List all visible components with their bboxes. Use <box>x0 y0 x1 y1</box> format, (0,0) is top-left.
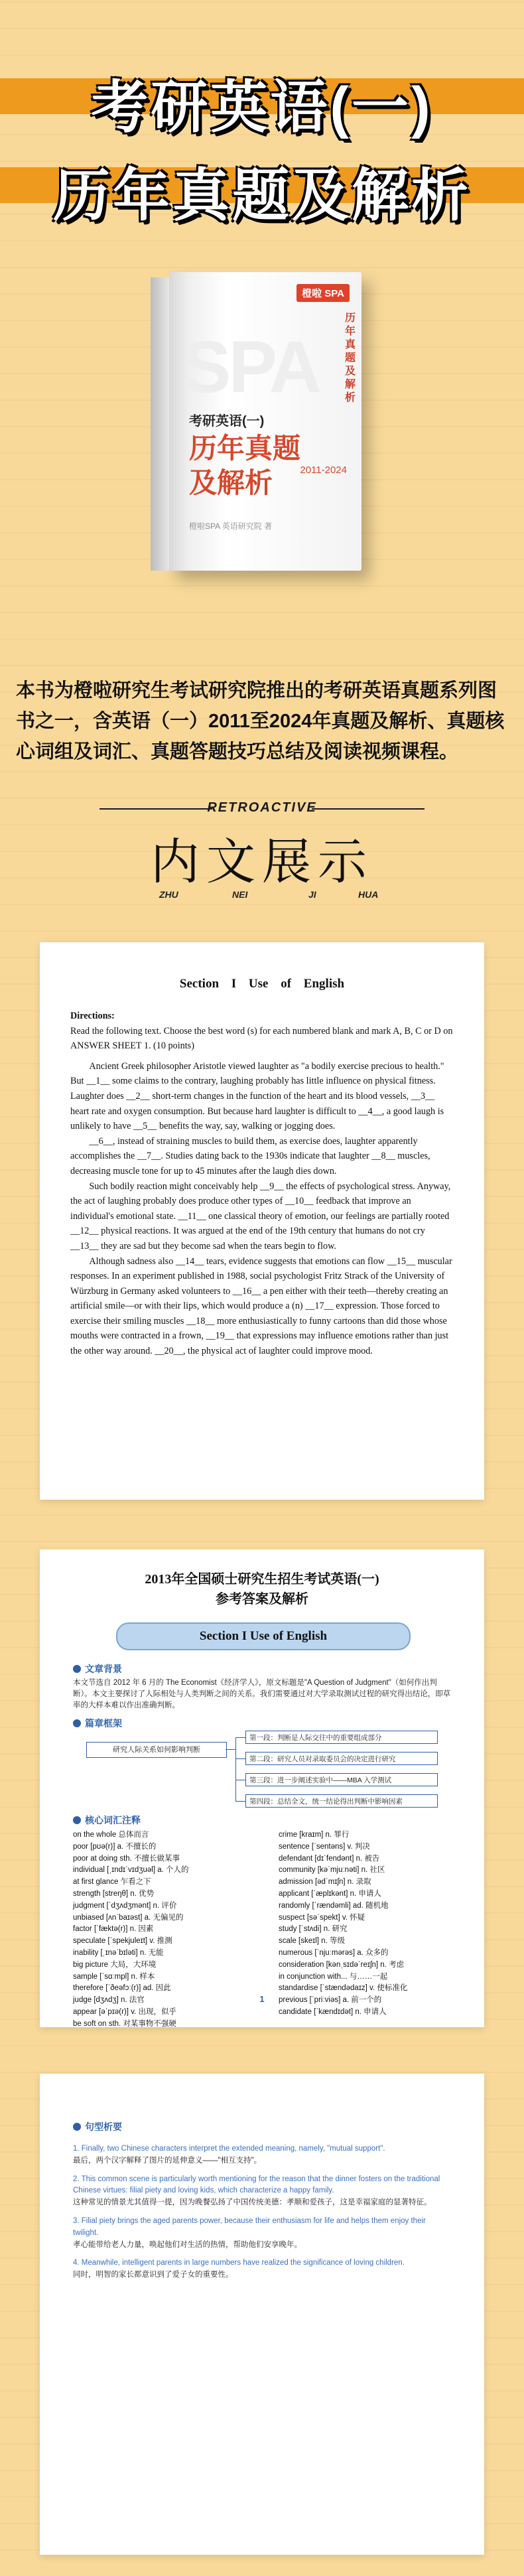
vocab-entry: be soft on sth. 对某事物不强硬 <box>73 2019 176 2028</box>
vocab-entry: strength [streŋθ] n. 优势 <box>73 1889 155 1898</box>
vocab-entry: sample [ˈsɑːmpl] n. 样本 <box>73 1972 155 1981</box>
card1-body <box>70 1009 455 1359</box>
sample-page-answer-analysis <box>40 1549 484 2027</box>
book-subtitle: 考研英语(一) <box>189 414 265 429</box>
vocab-entry: suspect [səˈspekt] v. 怀疑 <box>279 1913 365 1922</box>
vocab-entry: study [ˈstʌdi] n. 研究 <box>279 1925 348 1934</box>
vocab-entry: factor [ˈfæktə(r)] n. 因素 <box>73 1925 154 1934</box>
sentence-english: 1. Finally, two Chinese characters interpret the extended meaning, namely, "mutual support". <box>73 2145 385 2153</box>
directions-text: Read the following text. Choose the best word (s) for each numbered blank and mark A, B, C or D on ANSWER SHEET 1. (10 points) <box>70 1025 453 1052</box>
vocab-entry: judge [dʒʌdʒ] n. 法官 <box>73 1996 145 2005</box>
sentence-english: 4. Meanwhile, intelligent parents in large numbers have realized the significance of loving children. <box>73 2259 405 2267</box>
book-years: 2011-2024 <box>300 465 347 476</box>
vocab-entry: poor [pʊə(r)] a. 不擅长的 <box>73 1842 157 1851</box>
sample-page-sentence-analysis <box>40 2074 484 2555</box>
vocab-entry: unbiased [ʌnˈbaɪəst] a. 无偏见的 <box>73 1913 184 1922</box>
sentence-translation: 这种常见的情景尤其值得一提，因为晚餐弘扬了中国传统美德：孝顺和爱孩子，这是幸福家庭的显著特征。 <box>73 2198 432 2207</box>
sentence-heading: 句型析要 <box>73 2120 122 2133</box>
sentence-translation: 最后，两个汉字解释了图片的延伸意义——"相互支持"。 <box>73 2156 262 2165</box>
card2-title-line1: 2013年全国硕士研究生招生考试英语(一) <box>145 1572 379 1587</box>
intro-text: 本书为橙啦研究生考试研究院推出的考研英语真题系列图书之一，含英语（一）2011至2024年真题及解析、真题核心词组及词汇、真题答题技巧总结及阅读视频课程。 <box>16 680 505 762</box>
card2-title-line2: 参考答案及解析 <box>216 1592 308 1607</box>
sentence-english: 2. This common scene is particularly worth mentioning for the reason that the dinner fosters on the traditional Chinese virtues: filial piety and loving kids, which characterize a happy family. <box>73 2175 440 2195</box>
card2-title <box>40 1569 484 1609</box>
structure-heading: 篇章框架 <box>73 1717 122 1730</box>
section-pinyin: ZHU <box>159 889 178 900</box>
structure-branch: 第二段：研究人员对录取委员会的决定进行研究 <box>245 1752 438 1765</box>
vocab-entry: at first glance 乍看之下 <box>73 1878 151 1887</box>
vocab-entry: in conjunction with... 与……一起 <box>279 1972 388 1981</box>
book-vertical-title: 历年真题及解析 <box>344 313 356 403</box>
vocab-entry: applicant [ˈæplɪkənt] n. 申请人 <box>279 1889 381 1898</box>
vocab-entry: consideration [kənˌsɪdəˈreɪʃn] n. 考虑 <box>279 1960 405 1969</box>
page-number: 1 <box>259 1994 265 2004</box>
book-brand-badge: 橙啦 SPA <box>296 284 350 302</box>
structure-connector <box>226 1749 235 1750</box>
background-text: 本文节选自 2012 年 6 月的 The Economist《经济学人》，原文标题是"A Question of Judgment"（如何作出判断）。本文主要探讨了人际相处与人类判断之间的关系。我们需要通过对大学录取测试过程的研究得出结论，即草率的大样本难以作出准确判断。 <box>73 1679 451 1709</box>
vocab-entry: scale [skeɪl] n. 等级 <box>279 1937 345 1946</box>
structure-connector <box>235 1758 245 1759</box>
section-pinyin: JI <box>308 889 316 900</box>
header-section <box>0 0 524 664</box>
sentence-translation: 同时，明智的家长都意识到了爱子女的重要性。 <box>73 2271 233 2279</box>
vocab-entry: admission [ədˈmɪʃn] n. 录取 <box>279 1878 371 1887</box>
title-line-1: 考研英语(一) <box>91 76 433 139</box>
exam-paragraph: __6__, instead of straining muscles to build them, as exercise does, laughter apparently accomplishes the __7__. Studies dating back to the 1930s indicate that laughter __8__ muscles, decreasing muscle tone for up to 45 minutes after the laugh dies down. <box>70 1135 430 1177</box>
vocab-heading: 核心词汇注释 <box>73 1814 141 1827</box>
vocab-entry: defendant [dɪˈfendənt] n. 被告 <box>279 1854 380 1863</box>
vocab-entry: judgment [ˈdʒʌdʒmənt] n. 评价 <box>73 1901 177 1910</box>
vocab-entry: previous [ˈpriːviəs] a. 前一个的 <box>279 1996 382 2005</box>
exam-paragraph: Such bodily reaction might conceivably help __9__ the effects of psychological stress. Anyway, the act of laughing probably does produce other types of __10__ feedback that improve an individual's emotional state. __11__ one classical theory of emotion, our feelings are partially rooted __12__ physical reactions. It was argued at the end of the 19th century that humans do not cry __13__ they are sad but they become sad when the tears begin to flow. <box>70 1181 451 1252</box>
vocab-entry: on the whole 总体而言 <box>73 1831 149 1839</box>
section-banner: Section I Use of English <box>116 1622 411 1650</box>
book-watermark-letters: SPA <box>182 326 320 408</box>
sentence-list <box>73 2143 451 2288</box>
structure-root: 研究人际关系如何影响判断 <box>86 1742 227 1758</box>
structure-connector <box>235 1737 236 1801</box>
section-label: RETROACTIVE <box>207 800 317 815</box>
vocab-entry: big picture 大局，大环境 <box>73 1960 157 1969</box>
vocab-entry: therefore [ˈðeəfɔː(r)] ad. 因此 <box>73 1984 171 1993</box>
card1-heading: Section I Use of English <box>179 977 345 991</box>
book-author: 橙啦SPA 英语研究院 著 <box>189 522 273 531</box>
structure-branch: 第三段：进一步阐述实验中——MBA 入学测试 <box>245 1773 438 1786</box>
sentence-english: 3. Filial piety brings the aged parents power, because their enthusiasm for life and helps them enjoy their twilight. <box>73 2216 426 2237</box>
section-pinyin: HUA <box>358 889 379 900</box>
sentence-translation: 孝心能带给老人力量，唤起他们对生活的热情，帮助他们安享晚年。 <box>73 2240 302 2249</box>
vocab-entry: standardise [ˈstændədaɪz] v. 使标准化 <box>279 1984 408 1993</box>
section-title: 内文展示 <box>151 834 373 889</box>
background-heading: 文章背景 <box>73 1662 122 1676</box>
vocab-entry: crime [kraɪm] n. 罪行 <box>279 1831 350 1839</box>
vocab-entry: candidate [ˈkændɪdət] n. 申请人 <box>279 2007 387 2016</box>
vocab-entry: speculate [ˈspekjuleɪt] v. 推测 <box>73 1937 172 1946</box>
sample-page-exam-text <box>40 942 484 1500</box>
directions-label: Directions: <box>70 1011 115 1021</box>
structure-connector <box>235 1801 245 1802</box>
book-spine <box>151 277 169 571</box>
vocab-entry: appear [əˈpɪə(r)] v. 出现，似乎 <box>73 2007 176 2016</box>
vocab-entry: community [kəˈmjuːnəti] n. 社区 <box>279 1866 385 1875</box>
title-line-2: 历年真题及解析 <box>53 164 471 228</box>
structure-connector <box>235 1737 245 1738</box>
section-pinyin: NEI <box>232 889 248 900</box>
vocab-entry: individual [ˌɪndɪˈvɪdʒuəl] a. 个人的 <box>73 1866 189 1875</box>
exam-paragraph: Ancient Greek philosopher Aristotle viewed laughter as "a bodily exercise precious to health." But __1__ some claims to the contrary, laughing probably has little influence on physical fitness. Laughter does __2__ short-term changes in the function of the heart and its blood vessels, __3__ heart rate and oxygen consumption. But because hard laughter is difficult to __4__, a good laugh is unlikely to have __5__ benefits the way, say, walking or jogging does. <box>70 1060 444 1132</box>
vocab-entry: sentence [ˈsentəns] v. 判决 <box>279 1842 370 1851</box>
vocab-entry: poor at doing sth. 不擅长做某事 <box>73 1854 180 1863</box>
exam-paragraph: Although sadness also __14__ tears, evidence suggests that emotions can flow __15__ muscular responses. In an experiment published in 1988, social psychologist Fritz Strack of the University of Würzburg in Germany asked volunteers to __16__ a pen either with their teeth—thereby creating an artificial smile—or with their lips, which would produce a (n) __17__ expression. Those forced to exercise their smiling muscles __18__ more enthusiastically to funny cartoons than did those whose mouths were contracted in a frown, __19__ that expressions may influence emotions rather than just the other way around. __20__, the physical act of laughter could improve mood. <box>70 1255 452 1357</box>
vocab-list-right <box>279 1829 458 2019</box>
vocab-entry: inability [ˌɪnəˈbɪləti] n. 无能 <box>73 1948 164 1957</box>
structure-branch: 第四段：总结全文，统一结论得出判断中影响因素 <box>245 1794 438 1808</box>
vocab-entry: numerous [ˈnjuːmərəs] a. 众多的 <box>279 1948 389 1957</box>
vocab-entry: randomly [ˈrændəmli] ad. 随机地 <box>279 1901 389 1910</box>
book-cover-image <box>169 272 361 571</box>
structure-branch: 第一段：判断是人际交往中的重要组成部分 <box>245 1731 438 1744</box>
book-title: 历年真题及解析 <box>189 433 301 498</box>
